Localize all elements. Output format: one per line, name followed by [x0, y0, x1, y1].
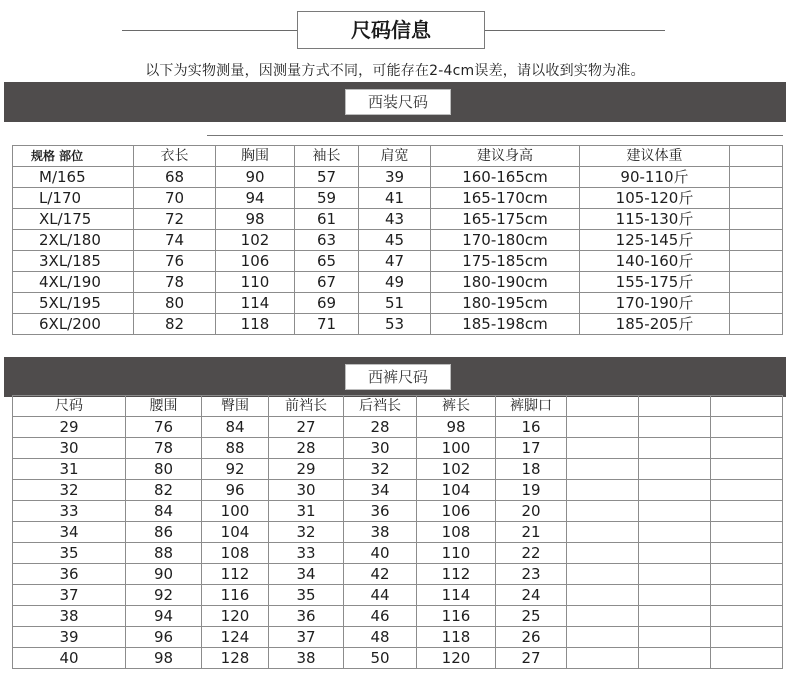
empty-cell [730, 167, 783, 188]
title-rule-right [485, 30, 665, 31]
value-cell: 70 [134, 188, 216, 209]
pants-table-row [13, 501, 783, 522]
pants-table-row [13, 585, 783, 606]
value-cell: 17 [496, 438, 567, 459]
value-cell: 76 [134, 251, 216, 272]
pants-table-row [13, 438, 783, 459]
empty-cell [567, 564, 639, 585]
empty-cell [711, 627, 783, 648]
value-cell: 40 [344, 543, 417, 564]
column-header: 臀围 [202, 396, 269, 417]
value-cell: 69 [295, 293, 359, 314]
column-header: 建议身高 [431, 146, 580, 167]
value-cell: 24 [496, 585, 567, 606]
empty-cell [711, 438, 783, 459]
empty-cell [639, 480, 711, 501]
value-cell: 71 [295, 314, 359, 335]
empty-cell [567, 585, 639, 606]
value-cell: 49 [359, 272, 431, 293]
value-cell: 35 [269, 585, 344, 606]
value-cell: 20 [496, 501, 567, 522]
value-cell: 63 [295, 230, 359, 251]
suit-table-row [13, 188, 783, 209]
value-cell: 94 [216, 188, 295, 209]
empty-header [639, 396, 711, 417]
value-cell: 39 [359, 167, 431, 188]
pants-header-row [13, 396, 783, 417]
pants-size-table [12, 395, 783, 669]
value-cell: 72 [134, 209, 216, 230]
value-cell: 41 [359, 188, 431, 209]
value-cell: 104 [417, 480, 496, 501]
value-cell: 170-190斤 [580, 293, 730, 314]
value-cell: 165-175cm [431, 209, 580, 230]
value-cell: 78 [126, 438, 202, 459]
value-cell: 80 [126, 459, 202, 480]
suit-top-rule [207, 135, 783, 136]
size-cell: 32 [13, 480, 126, 501]
pants-table-row [13, 627, 783, 648]
pants-table-row [13, 417, 783, 438]
value-cell: 120 [417, 648, 496, 669]
column-header: 建议体重 [580, 146, 730, 167]
empty-cell [711, 585, 783, 606]
column-header: 袖长 [295, 146, 359, 167]
value-cell: 38 [344, 522, 417, 543]
value-cell: 45 [359, 230, 431, 251]
empty-cell [567, 417, 639, 438]
value-cell: 106 [417, 501, 496, 522]
value-cell: 82 [134, 314, 216, 335]
column-header: 肩宽 [359, 146, 431, 167]
empty-cell [711, 501, 783, 522]
value-cell: 88 [126, 543, 202, 564]
column-header: 裤长 [417, 396, 496, 417]
size-cell: 31 [13, 459, 126, 480]
value-cell: 68 [134, 167, 216, 188]
value-cell: 116 [202, 585, 269, 606]
value-cell: 82 [126, 480, 202, 501]
value-cell: 160-165cm [431, 167, 580, 188]
value-cell: 38 [269, 648, 344, 669]
value-cell: 128 [202, 648, 269, 669]
suit-section-label: 西装尺码 [345, 89, 451, 115]
value-cell: 90 [216, 167, 295, 188]
value-cell: 90-110斤 [580, 167, 730, 188]
value-cell: 114 [216, 293, 295, 314]
value-cell: 112 [202, 564, 269, 585]
value-cell: 47 [359, 251, 431, 272]
value-cell: 44 [344, 585, 417, 606]
value-cell: 19 [496, 480, 567, 501]
value-cell: 67 [295, 272, 359, 293]
size-cell: 35 [13, 543, 126, 564]
pants-section-label: 西裤尺码 [345, 364, 451, 390]
empty-cell [567, 648, 639, 669]
empty-cell [567, 501, 639, 522]
value-cell: 92 [202, 459, 269, 480]
size-cell: 37 [13, 585, 126, 606]
empty-cell [711, 543, 783, 564]
empty-cell [730, 209, 783, 230]
value-cell: 115-130斤 [580, 209, 730, 230]
value-cell: 22 [496, 543, 567, 564]
value-cell: 180-190cm [431, 272, 580, 293]
value-cell: 96 [126, 627, 202, 648]
value-cell: 25 [496, 606, 567, 627]
value-cell: 32 [269, 522, 344, 543]
suit-table-row [13, 167, 783, 188]
empty-cell [639, 627, 711, 648]
size-cell: 34 [13, 522, 126, 543]
size-cell: 5XL/195 [13, 293, 134, 314]
pants-table-row [13, 480, 783, 501]
empty-cell [567, 543, 639, 564]
pants-table-row [13, 564, 783, 585]
value-cell: 165-170cm [431, 188, 580, 209]
size-cell: 36 [13, 564, 126, 585]
value-cell: 100 [417, 438, 496, 459]
value-cell: 104 [202, 522, 269, 543]
value-cell: 90 [126, 564, 202, 585]
title-rule-left [122, 30, 297, 31]
empty-cell [730, 230, 783, 251]
column-header: 前裆长 [269, 396, 344, 417]
size-cell: 30 [13, 438, 126, 459]
size-cell: 4XL/190 [13, 272, 134, 293]
value-cell: 114 [417, 585, 496, 606]
empty-cell [639, 459, 711, 480]
suit-table-row [13, 209, 783, 230]
pants-table-row [13, 522, 783, 543]
size-cell: XL/175 [13, 209, 134, 230]
value-cell: 105-120斤 [580, 188, 730, 209]
value-cell: 57 [295, 167, 359, 188]
value-cell: 53 [359, 314, 431, 335]
value-cell: 18 [496, 459, 567, 480]
value-cell: 118 [417, 627, 496, 648]
value-cell: 80 [134, 293, 216, 314]
empty-header [567, 396, 639, 417]
value-cell: 86 [126, 522, 202, 543]
value-cell: 110 [216, 272, 295, 293]
value-cell: 37 [269, 627, 344, 648]
empty-cell [711, 417, 783, 438]
suit-table-row [13, 272, 783, 293]
value-cell: 46 [344, 606, 417, 627]
empty-cell [730, 251, 783, 272]
value-cell: 78 [134, 272, 216, 293]
pants-table-row [13, 459, 783, 480]
value-cell: 140-160斤 [580, 251, 730, 272]
value-cell: 27 [269, 417, 344, 438]
empty-cell [567, 438, 639, 459]
value-cell: 118 [216, 314, 295, 335]
value-cell: 34 [269, 564, 344, 585]
size-cell: 39 [13, 627, 126, 648]
empty-cell [711, 648, 783, 669]
value-cell: 21 [496, 522, 567, 543]
value-cell: 98 [126, 648, 202, 669]
column-header: 胸围 [216, 146, 295, 167]
suit-table-row [13, 314, 783, 335]
value-cell: 98 [417, 417, 496, 438]
value-cell: 175-185cm [431, 251, 580, 272]
value-cell: 108 [417, 522, 496, 543]
empty-cell [639, 585, 711, 606]
measurement-note: 以下为实物测量，因测量方式不同，可能存在2-4cm误差，请以收到实物为准。 [145, 63, 645, 79]
suit-table-row [13, 251, 783, 272]
value-cell: 100 [202, 501, 269, 522]
size-cell: L/170 [13, 188, 134, 209]
value-cell: 76 [126, 417, 202, 438]
value-cell: 102 [417, 459, 496, 480]
value-cell: 108 [202, 543, 269, 564]
value-cell: 51 [359, 293, 431, 314]
value-cell: 102 [216, 230, 295, 251]
empty-cell [567, 480, 639, 501]
empty-header [711, 396, 783, 417]
value-cell: 98 [216, 209, 295, 230]
size-cell: 6XL/200 [13, 314, 134, 335]
value-cell: 185-198cm [431, 314, 580, 335]
value-cell: 88 [202, 438, 269, 459]
value-cell: 23 [496, 564, 567, 585]
empty-cell [567, 459, 639, 480]
page-title: 尺码信息 [297, 11, 485, 49]
column-header: 腰围 [126, 396, 202, 417]
empty-cell [711, 564, 783, 585]
value-cell: 74 [134, 230, 216, 251]
column-header: 尺码 [13, 396, 126, 417]
empty-cell [711, 606, 783, 627]
value-cell: 28 [269, 438, 344, 459]
value-cell: 106 [216, 251, 295, 272]
empty-cell [711, 459, 783, 480]
column-header: 裤脚口 [496, 396, 567, 417]
value-cell: 16 [496, 417, 567, 438]
empty-cell [711, 522, 783, 543]
empty-cell [639, 438, 711, 459]
empty-cell [639, 522, 711, 543]
value-cell: 28 [344, 417, 417, 438]
size-cell: 2XL/180 [13, 230, 134, 251]
empty-cell [730, 293, 783, 314]
corner-header: 规格 部位 [13, 146, 134, 167]
value-cell: 43 [359, 209, 431, 230]
value-cell: 96 [202, 480, 269, 501]
size-cell: M/165 [13, 167, 134, 188]
pants-table-row [13, 606, 783, 627]
empty-cell [639, 648, 711, 669]
value-cell: 42 [344, 564, 417, 585]
empty-cell [567, 606, 639, 627]
empty-cell [639, 417, 711, 438]
empty-cell [567, 522, 639, 543]
empty-cell [639, 543, 711, 564]
value-cell: 50 [344, 648, 417, 669]
empty-cell [567, 627, 639, 648]
suit-header-row [13, 146, 783, 167]
size-cell: 40 [13, 648, 126, 669]
empty-cell [711, 480, 783, 501]
column-header: 后裆长 [344, 396, 417, 417]
value-cell: 112 [417, 564, 496, 585]
value-cell: 36 [269, 606, 344, 627]
empty-cell [730, 272, 783, 293]
empty-cell [730, 314, 783, 335]
size-cell: 33 [13, 501, 126, 522]
value-cell: 31 [269, 501, 344, 522]
empty-cell [639, 501, 711, 522]
value-cell: 84 [202, 417, 269, 438]
suit-size-table [12, 145, 783, 335]
value-cell: 36 [344, 501, 417, 522]
value-cell: 61 [295, 209, 359, 230]
value-cell: 155-175斤 [580, 272, 730, 293]
empty-cell [639, 606, 711, 627]
value-cell: 32 [344, 459, 417, 480]
column-header: 衣长 [134, 146, 216, 167]
value-cell: 30 [269, 480, 344, 501]
empty-cell [639, 564, 711, 585]
value-cell: 33 [269, 543, 344, 564]
suit-table-row [13, 230, 783, 251]
value-cell: 65 [295, 251, 359, 272]
value-cell: 27 [496, 648, 567, 669]
empty-header [730, 146, 783, 167]
value-cell: 29 [269, 459, 344, 480]
value-cell: 170-180cm [431, 230, 580, 251]
value-cell: 84 [126, 501, 202, 522]
size-cell: 38 [13, 606, 126, 627]
value-cell: 180-195cm [431, 293, 580, 314]
pants-table-row [13, 543, 783, 564]
value-cell: 124 [202, 627, 269, 648]
value-cell: 125-145斤 [580, 230, 730, 251]
value-cell: 116 [417, 606, 496, 627]
empty-cell [730, 188, 783, 209]
value-cell: 34 [344, 480, 417, 501]
value-cell: 94 [126, 606, 202, 627]
value-cell: 110 [417, 543, 496, 564]
value-cell: 92 [126, 585, 202, 606]
suit-table-row [13, 293, 783, 314]
value-cell: 30 [344, 438, 417, 459]
size-cell: 29 [13, 417, 126, 438]
value-cell: 26 [496, 627, 567, 648]
value-cell: 120 [202, 606, 269, 627]
value-cell: 59 [295, 188, 359, 209]
pants-table-row [13, 648, 783, 669]
size-cell: 3XL/185 [13, 251, 134, 272]
value-cell: 185-205斤 [580, 314, 730, 335]
value-cell: 48 [344, 627, 417, 648]
